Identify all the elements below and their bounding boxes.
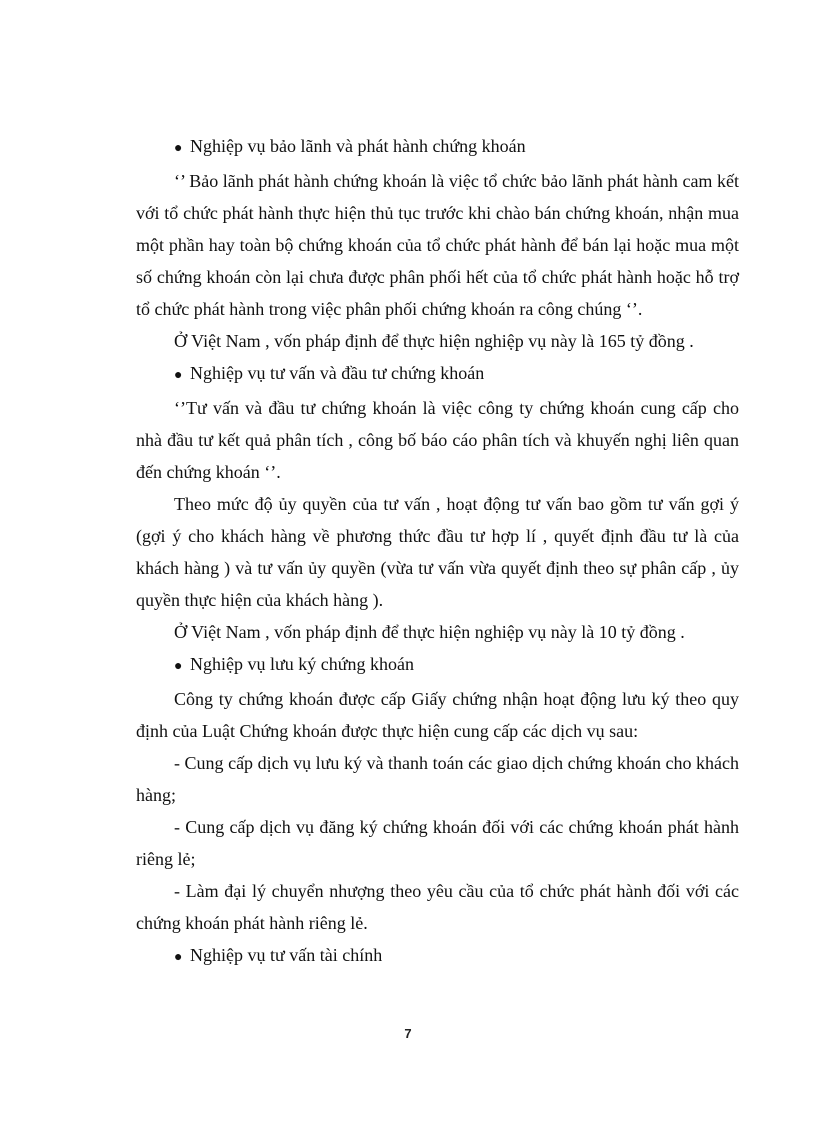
list-item-custody-2: - Cung cấp dịch vụ đăng ký chứng khoán đối với các chứng khoán phát hành riêng lẻ; bbox=[136, 817, 739, 869]
bullet-icon: ● bbox=[174, 659, 183, 674]
list-item-custody-1: - Cung cấp dịch vụ lưu ký và thanh toán các giao dịch chứng khoán cho khách hàng; bbox=[136, 753, 739, 805]
paragraph-advisory-detail: Theo mức độ ủy quyền của tư vấn , hoạt động tư vấn bao gồm tư vấn gợi ý (gợi ý cho khách hàng về phương thức đầu tư hợp lí , quyết định đầu tư là của khách hàng ) và tư vấn ủy quyền (vừa tư vấn vừa quyết định theo sự phân cấp , ủy quyền thực hiện của khách hàng ). bbox=[136, 494, 739, 610]
section-heading-underwriting bbox=[136, 130, 739, 165]
section-heading-custody bbox=[136, 648, 739, 683]
section-heading-text: Nghiệp vụ tư vấn tài chính bbox=[190, 945, 383, 965]
section-heading-advisory bbox=[136, 357, 739, 392]
section-heading-financial-advisory bbox=[136, 939, 739, 974]
page-content bbox=[136, 130, 739, 974]
list-item-custody-3: - Làm đại lý chuyển nhượng theo yêu cầu của tổ chức phát hành đối với các chứng khoán phát hành riêng lẻ. bbox=[136, 881, 739, 933]
page-number: 7 bbox=[404, 1026, 412, 1041]
section-heading-text: Nghiệp vụ tư vấn và đầu tư chứng khoán bbox=[190, 363, 485, 383]
bullet-icon: ● bbox=[174, 950, 183, 965]
bullet-icon: ● bbox=[174, 141, 183, 156]
paragraph-custody-intro: Công ty chứng khoán được cấp Giấy chứng nhận hoạt động lưu ký theo quy định của Luật Chứng khoán được thực hiện cung cấp các dịch vụ sau: bbox=[136, 689, 739, 741]
bullet-icon: ● bbox=[174, 368, 183, 383]
paragraph-underwriting-capital: Ở Việt Nam , vốn pháp định để thực hiện nghiệp vụ này là 165 tỷ đồng . bbox=[174, 331, 694, 351]
section-heading-text: Nghiệp vụ bảo lãnh và phát hành chứng khoán bbox=[190, 136, 526, 156]
paragraph-underwriting-definition: ‘’ Bảo lãnh phát hành chứng khoán là việc tổ chức bảo lãnh phát hành cam kết với tổ chức phát hành thực hiện thủ tục trước khi chào bán chứng khoán, nhận mua một phần hay toàn bộ chứng khoán của tổ chức phát hành để bán lại hoặc mua một số chứng khoán còn lại chưa được phân phối hết của tổ chức phát hành hoặc hỗ trợ tổ chức phát hành trong việc phân phối chứng khoán ra công chúng ‘’. bbox=[136, 171, 739, 319]
paragraph-advisory-capital: Ở Việt Nam , vốn pháp định để thực hiện nghiệp vụ này là 10 tỷ đồng . bbox=[174, 622, 685, 642]
section-heading-text: Nghiệp vụ lưu ký chứng khoán bbox=[190, 654, 414, 674]
paragraph-advisory-definition: ‘’Tư vấn và đầu tư chứng khoán là việc công ty chứng khoán cung cấp cho nhà đầu tư kết quả phân tích , công bố báo cáo phân tích và khuyến nghị liên quan đến chứng khoán ‘’. bbox=[136, 398, 739, 482]
